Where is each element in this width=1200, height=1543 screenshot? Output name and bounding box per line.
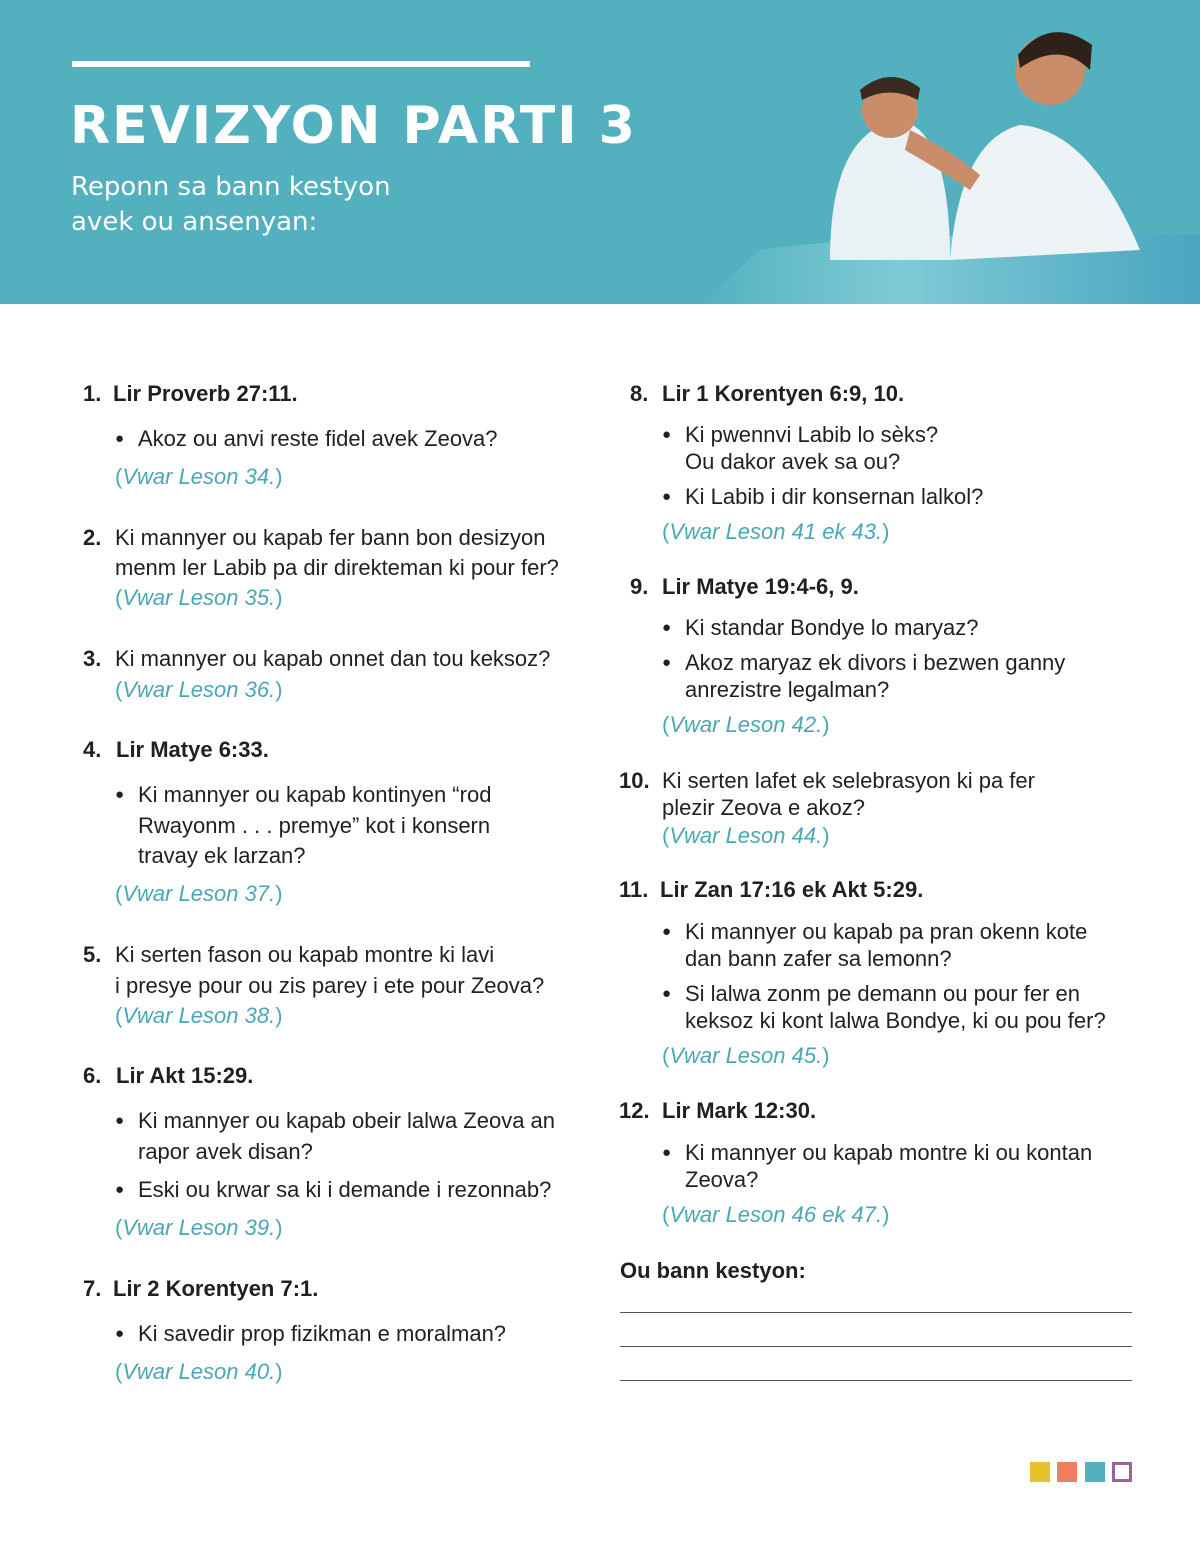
question-heading: Lir Matye 6:33. bbox=[116, 737, 269, 762]
answer-line[interactable] bbox=[620, 1380, 1132, 1381]
question-heading: Lir Mark 12:30. bbox=[662, 1098, 817, 1123]
question-bullet-cont: anrezistre legalman? bbox=[685, 677, 890, 702]
color-square-yellow bbox=[1030, 1462, 1050, 1482]
question-bullet: ● Akoz ou anvi reste fidel avek Zeova? bbox=[138, 425, 498, 453]
question-bullet: ● Akoz maryaz ek divors i bezwen ganny bbox=[685, 649, 1065, 677]
baptism-illustration bbox=[700, 0, 1200, 304]
lesson-reference: (Vwar Leson 41 ek 43.) bbox=[662, 519, 890, 544]
question-number: 9. bbox=[630, 574, 649, 599]
lesson-reference: (Vwar Leson 39.) bbox=[115, 1215, 283, 1240]
question-heading: Lir Proverb 27:11. bbox=[113, 381, 298, 406]
question-bullet-cont: Zeova? bbox=[685, 1167, 759, 1192]
question-text: Ki serten lafet ek selebrasyon ki pa fer bbox=[662, 768, 1035, 793]
question-text: Ki mannyer ou kapab fer bann bon desizyon bbox=[115, 525, 546, 550]
question-bullet: ● Ki mannyer ou kapab kontinyen “rod bbox=[138, 781, 491, 809]
question-bullet-cont: dan bann zafer sa lemonn? bbox=[685, 946, 952, 971]
question-bullet-cont: Rwayonm . . . premye” kot i konsern bbox=[138, 813, 491, 838]
question-number: 7. bbox=[83, 1276, 102, 1301]
question-bullet: ● Ki mannyer ou kapab pa pran okenn kote bbox=[685, 918, 1087, 946]
question-heading: Lir Zan 17:16 ek Akt 5:29. bbox=[660, 877, 924, 902]
lesson-reference: (Vwar Leson 40.) bbox=[115, 1359, 283, 1384]
question-bullet: ● Eski ou krwar sa ki i demande i rezonnab? bbox=[138, 1176, 551, 1204]
notes-label: Ou bann kestyon: bbox=[620, 1258, 806, 1283]
lesson-reference: (Vwar Leson 44.) bbox=[662, 823, 830, 848]
question-heading: Lir 2 Korentyen 7:1. bbox=[113, 1276, 319, 1301]
question-number: 1. bbox=[83, 381, 102, 406]
header-banner bbox=[0, 0, 1200, 304]
question-bullet: ● Ki savedir prop fizikman e moralman? bbox=[138, 1320, 506, 1348]
question-text: Ki mannyer ou kapab onnet dan tou keksoz? bbox=[115, 646, 551, 671]
question-bullet: ● Ki Labib i dir konsernan lalkol? bbox=[685, 483, 983, 511]
question-bullet-cont: Ou dakor avek sa ou? bbox=[685, 449, 901, 474]
question-number: 11. bbox=[619, 877, 649, 902]
lesson-reference: (Vwar Leson 35.) bbox=[115, 585, 283, 610]
color-square-teal bbox=[1085, 1462, 1105, 1482]
question-number: 3. bbox=[83, 646, 102, 671]
color-square-orange bbox=[1057, 1462, 1077, 1482]
question-bullet: ● Ki mannyer ou kapab obeir lalwa Zeova an bbox=[138, 1107, 555, 1135]
question-text: menm ler Labib pa dir direkteman ki pour fer? bbox=[115, 555, 559, 580]
question-number: 10. bbox=[619, 768, 650, 793]
question-number: 8. bbox=[630, 381, 649, 406]
question-heading: Lir Matye 19:4-6, 9. bbox=[662, 574, 859, 599]
answer-line[interactable] bbox=[620, 1346, 1132, 1347]
lesson-reference: (Vwar Leson 45.) bbox=[662, 1043, 830, 1068]
question-text: plezir Zeova e akoz? bbox=[662, 795, 865, 820]
question-number: 4. bbox=[83, 737, 102, 762]
page-title: REVIZYON PARTI 3 bbox=[70, 96, 637, 156]
lesson-reference: (Vwar Leson 42.) bbox=[662, 712, 830, 737]
question-heading: Lir 1 Korentyen 6:9, 10. bbox=[662, 381, 905, 406]
lesson-reference: (Vwar Leson 38.) bbox=[115, 1003, 283, 1028]
question-bullet-cont: rapor avek disan? bbox=[138, 1139, 313, 1164]
subtitle-line: Reponn sa bann kestyon bbox=[71, 172, 391, 202]
question-bullet: ● Ki standar Bondye lo maryaz? bbox=[685, 614, 979, 642]
question-bullet: ● Si lalwa zonm pe demann ou pour fer en bbox=[685, 980, 1080, 1008]
lesson-reference: (Vwar Leson 36.) bbox=[115, 677, 283, 702]
lesson-reference: (Vwar Leson 37.) bbox=[115, 881, 283, 906]
page-subtitle bbox=[71, 170, 471, 240]
question-number: 2. bbox=[83, 525, 102, 550]
question-bullet-cont: keksoz ki kont lalwa Bondye, ki ou pou fer? bbox=[685, 1008, 1106, 1033]
question-bullet-cont: travay ek larzan? bbox=[138, 843, 306, 868]
header-rule bbox=[72, 61, 530, 67]
question-text: i presye pour ou zis parey i ete pour Zeova? bbox=[115, 973, 545, 998]
question-bullet: ● Ki pwennvi Labib lo sèks? bbox=[685, 421, 938, 449]
question-number: 6. bbox=[83, 1063, 102, 1088]
lesson-reference: (Vwar Leson 46 ek 47.) bbox=[662, 1202, 890, 1227]
subtitle-line: avek ou ansenyan: bbox=[71, 207, 318, 237]
color-square-outline bbox=[1112, 1462, 1132, 1482]
question-number: 12. bbox=[619, 1098, 650, 1123]
question-number: 5. bbox=[83, 942, 102, 967]
lesson-reference: (Vwar Leson 34.) bbox=[115, 464, 283, 489]
question-text: Ki serten fason ou kapab montre ki lavi bbox=[115, 942, 495, 967]
question-bullet: ● Ki mannyer ou kapab montre ki ou kontan bbox=[685, 1139, 1092, 1167]
question-heading: Lir Akt 15:29. bbox=[116, 1063, 254, 1088]
answer-line[interactable] bbox=[620, 1312, 1132, 1313]
